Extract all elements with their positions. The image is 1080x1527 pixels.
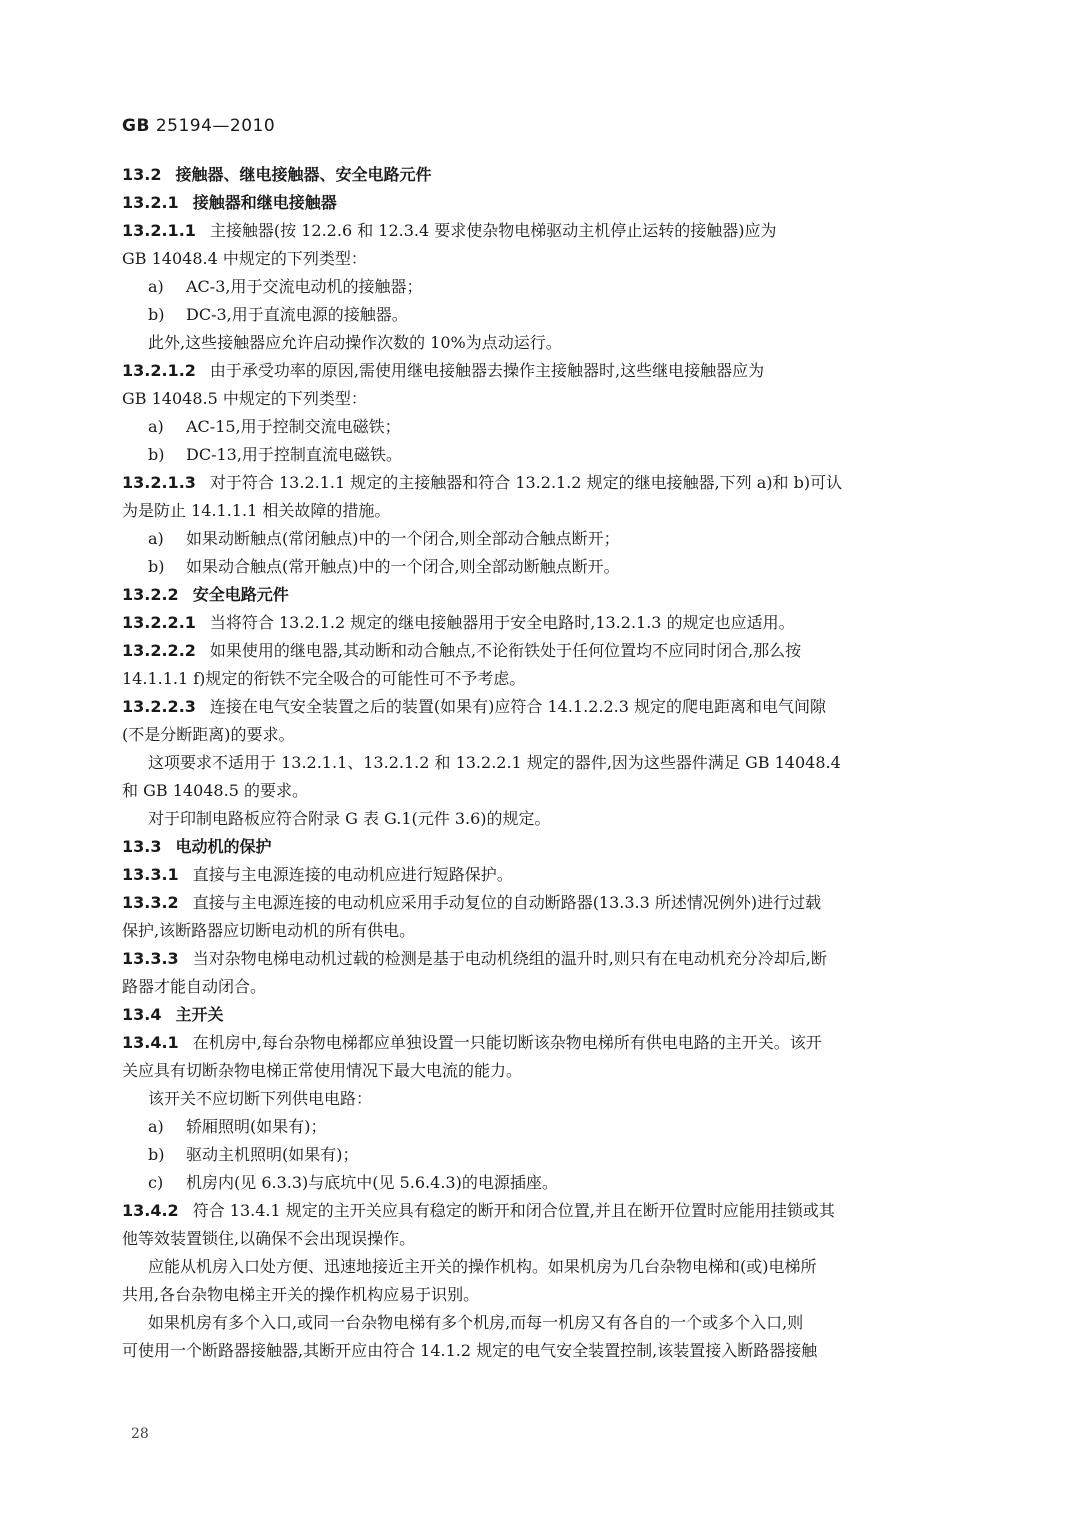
list-item	[122, 1113, 958, 1141]
line-text: GB 14048.4 中规定的下列类型：	[122, 249, 367, 268]
clause-number: 13.3.3	[122, 949, 179, 968]
page-number: 28	[131, 1426, 149, 1442]
clause-line	[122, 357, 958, 385]
clause-number: 13.2.2.2	[122, 641, 196, 660]
list-item-label: a)	[148, 1117, 164, 1136]
line-text: 驱动主机照明(如果有)；	[186, 1145, 359, 1164]
text-line	[122, 1253, 958, 1281]
clause-number: 13.2.1.2	[122, 361, 196, 380]
line-text: 连接在电气安全装置之后的装置(如果有)应符合 14.1.2.2.3 规定的爬电距离和电气间隙	[209, 697, 826, 716]
clause-line	[122, 945, 958, 973]
line-text: 轿厢照明(如果有)；	[186, 1117, 327, 1136]
clause-number: 13.2.1.1	[122, 221, 196, 240]
text-line	[122, 385, 958, 413]
clause-number: 13.3.2	[122, 893, 179, 912]
section-heading: 接触器和继电接触器	[192, 193, 337, 212]
line-text: 当将符合 13.2.1.2 规定的继电接触器用于安全电路时,13.2.1.3 的规定也应适用。	[209, 613, 795, 632]
list-item-label: a)	[148, 417, 164, 436]
clause-number: 13.3.1	[122, 865, 179, 884]
clause-line	[122, 217, 958, 245]
clause-number: 13.2.1.3	[122, 473, 196, 492]
text-line	[122, 805, 958, 833]
list-item	[122, 553, 958, 581]
list-item-label: c)	[148, 1173, 164, 1192]
clause-number: 13.2.1	[122, 193, 179, 212]
list-item	[122, 301, 958, 329]
clause-line	[122, 1029, 958, 1057]
line-text: 可使用一个断路器接触器,其断开应由符合 14.1.2 规定的电气安全装置控制,该装置接入断路器接触	[122, 1341, 818, 1360]
line-text: 符合 13.4.1 规定的主开关应具有稳定的断开和闭合位置,并且在断开位置时应能用挂锁或其	[192, 1201, 835, 1220]
clause-line	[122, 833, 958, 861]
clause-number: 13.2.2	[122, 585, 179, 604]
clause-number: 13.4.1	[122, 1033, 179, 1052]
line-text: 如果动断触点(常闭触点)中的一个闭合,则全部动合触点断开；	[186, 529, 620, 548]
line-text: 如果使用的继电器,其动断和动合触点,不论衔铁处于任何位置均不应同时闭合,那么按	[209, 641, 802, 660]
line-text: 对于印制电路板应符合附录 G 表 G.1(元件 3.6)的规定。	[148, 809, 551, 828]
clause-number: 13.2	[122, 165, 162, 184]
clause-line	[122, 161, 958, 189]
clause-line	[122, 861, 958, 889]
text-line	[122, 329, 958, 357]
line-text: 保护,该断路器应切断电动机的所有供电。	[122, 921, 416, 940]
line-text: 主接触器(按 12.2.6 和 12.3.4 要求使杂物电梯驱动主机停止运转的接触器)应为	[209, 221, 777, 240]
line-text: 该开关不应切断下列供电电路：	[148, 1089, 373, 1108]
line-text: AC-3,用于交流电动机的接触器；	[186, 277, 423, 296]
section-heading: 接触器、继电接触器、安全电路元件	[175, 165, 432, 184]
line-text: 应能从机房入口处方便、迅速地接近主开关的操作机构。如果机房为几台杂物电梯和(或)电梯所	[148, 1257, 817, 1276]
line-text: 共用,各台杂物电梯主开关的操作机构应易于识别。	[122, 1285, 480, 1304]
list-item	[122, 1169, 958, 1197]
clause-number: 13.2.2.1	[122, 613, 196, 632]
list-item-label: b)	[148, 1145, 165, 1164]
clause-number: 13.2.2.3	[122, 697, 196, 716]
line-text: AC-15,用于控制交流电磁铁；	[186, 417, 401, 436]
section-heading: 主开关	[175, 1005, 224, 1024]
text-line	[122, 721, 958, 749]
list-item-label: b)	[148, 557, 165, 576]
list-item	[122, 413, 958, 441]
text-line	[122, 749, 958, 777]
line-text: 直接与主电源连接的电动机应进行短路保护。	[192, 865, 513, 884]
clause-line	[122, 581, 958, 609]
text-line	[122, 1281, 958, 1309]
list-item	[122, 525, 958, 553]
text-line	[122, 1057, 958, 1085]
section-heading: 安全电路元件	[192, 585, 289, 604]
line-text: 由于承受功率的原因,需使用继电接触器去操作主接触器时,这些继电接触器应为	[209, 361, 765, 380]
text-line	[122, 1085, 958, 1113]
section-heading: 电动机的保护	[175, 837, 272, 856]
line-text: 这项要求不适用于 13.2.1.1、13.2.1.2 和 13.2.2.1 规定的器件,因为这些器件满足 GB 14048.4	[148, 753, 841, 772]
list-item-label: b)	[148, 305, 165, 324]
line-text: DC-3,用于直流电源的接触器。	[186, 305, 408, 324]
text-line	[122, 1337, 958, 1365]
clause-line	[122, 189, 958, 217]
line-text: DC-13,用于控制直流电磁铁。	[186, 445, 402, 464]
line-text: 如果机房有多个入口,或同一台杂物电梯有多个机房,而每一机房又有各自的一个或多个入口,则	[148, 1313, 804, 1332]
clause-line	[122, 693, 958, 721]
line-text: 14.1.1.1 f)规定的衔铁不完全吸合的可能性可不予考虑。	[122, 669, 526, 688]
text-line	[122, 665, 958, 693]
clause-line	[122, 637, 958, 665]
document-body	[122, 161, 958, 1365]
line-text: 直接与主电源连接的电动机应采用手动复位的自动断路器(13.3.3 所述情况例外)进行过载	[192, 893, 822, 912]
clause-line	[122, 889, 958, 917]
line-text: (不是分断距离)的要求。	[122, 725, 295, 744]
standard-number: 25194—2010	[155, 116, 276, 136]
text-line	[122, 1225, 958, 1253]
text-line	[122, 777, 958, 805]
text-line	[122, 1309, 958, 1337]
clause-line	[122, 1197, 958, 1225]
document-header	[122, 116, 275, 136]
text-line	[122, 917, 958, 945]
text-line	[122, 497, 958, 525]
line-text: 机房内(见 6.3.3)与底坑中(见 5.6.4.3)的电源插座。	[186, 1173, 558, 1192]
line-text: 对于符合 13.2.1.1 规定的主接触器和符合 13.2.1.2 规定的继电接触器,下列 a)和 b)可认	[209, 473, 843, 492]
list-item-label: a)	[148, 277, 164, 296]
line-text: 关应具有切断杂物电梯正常使用情况下最大电流的能力。	[122, 1061, 523, 1080]
clause-line	[122, 1001, 958, 1029]
text-line	[122, 245, 958, 273]
line-text: 此外,这些接触器应允许启动操作次数的 10%为点动运行。	[148, 333, 562, 352]
list-item-label: b)	[148, 445, 165, 464]
clause-line	[122, 609, 958, 637]
clause-number: 13.3	[122, 837, 162, 856]
standard-code: GB	[122, 116, 150, 136]
text-line	[122, 973, 958, 1001]
list-item-label: a)	[148, 529, 164, 548]
list-item	[122, 441, 958, 469]
line-text: 为是防止 14.1.1.1 相关故障的措施。	[122, 501, 391, 520]
list-item	[122, 273, 958, 301]
line-text: 在机房中,每台杂物电梯都应单独设置一只能切断该杂物电梯所有供电电路的主开关。该开	[192, 1033, 822, 1052]
line-text: 当对杂物电梯电动机过载的检测是基于电动机绕组的温升时,则只有在电动机充分冷却后,断	[192, 949, 827, 968]
line-text: 如果动合触点(常开触点)中的一个闭合,则全部动断触点断开。	[186, 557, 620, 576]
clause-line	[122, 469, 958, 497]
list-item	[122, 1141, 958, 1169]
line-text: GB 14048.5 中规定的下列类型：	[122, 389, 367, 408]
clause-number: 13.4.2	[122, 1201, 179, 1220]
clause-number: 13.4	[122, 1005, 162, 1024]
line-text: 路器才能自动闭合。	[122, 977, 267, 996]
line-text: 他等效装置锁住,以确保不会出现误操作。	[122, 1229, 416, 1248]
line-text: 和 GB 14048.5 的要求。	[122, 781, 308, 800]
